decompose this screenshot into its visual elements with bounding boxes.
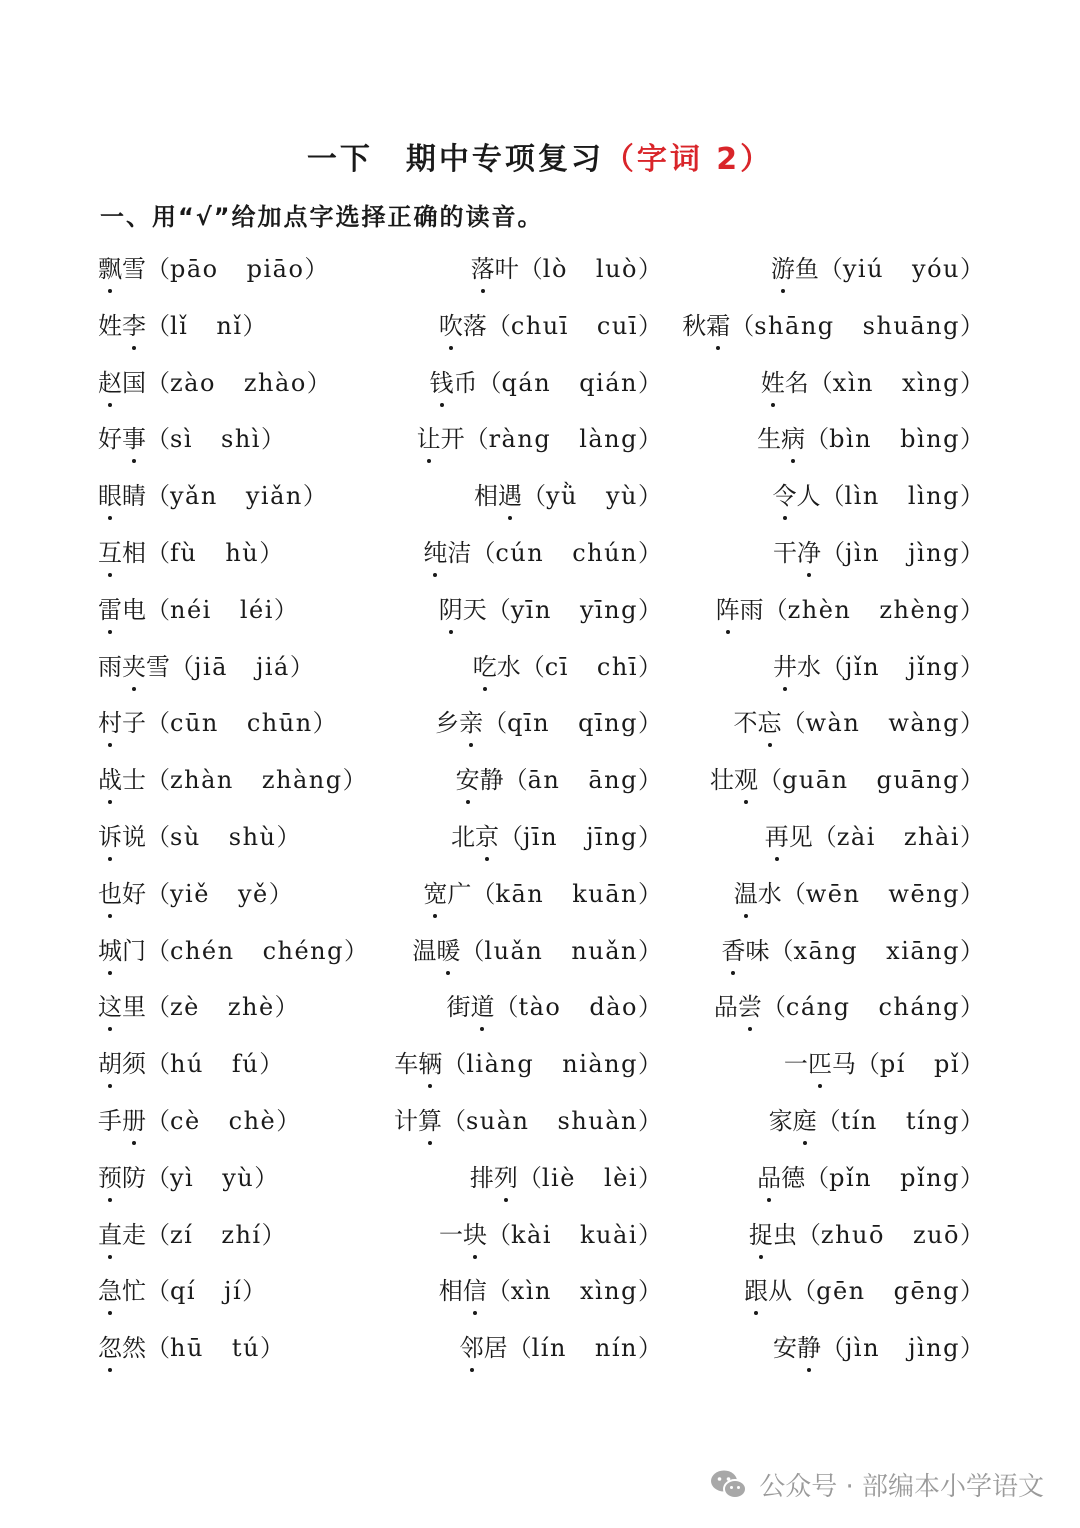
pinyin-option[interactable]: gēn bbox=[816, 1277, 866, 1306]
pinyin-option[interactable]: yǜ bbox=[545, 482, 578, 511]
word: 品尝 bbox=[714, 993, 762, 1021]
word: 令人 bbox=[773, 482, 821, 510]
word-item: 街道（tào dào） bbox=[446, 990, 662, 1024]
word: 城门 bbox=[98, 937, 146, 965]
pinyin-option[interactable]: zhèng bbox=[879, 595, 960, 624]
word: 直走 bbox=[98, 1221, 146, 1249]
word: 相遇 bbox=[474, 482, 522, 510]
pinyin-option[interactable]: jīn bbox=[522, 823, 559, 851]
pinyin-option[interactable]: cè bbox=[170, 1107, 201, 1135]
pinyin-option[interactable]: lèi bbox=[603, 1163, 638, 1192]
word-item: 城门（chén chéng） bbox=[98, 934, 368, 968]
pinyin-option[interactable]: xìng bbox=[901, 368, 960, 397]
word-item: 捉虫（zhuō zuō） bbox=[749, 1218, 984, 1252]
pinyin-option[interactable]: nuǎn bbox=[571, 936, 638, 965]
word-item: 阴天（yīn yīng） bbox=[439, 593, 662, 627]
pinyin-option[interactable]: yì bbox=[170, 1163, 195, 1192]
word: 急忙 bbox=[98, 1277, 146, 1305]
word-item: 诉说（sù shù） bbox=[98, 820, 301, 854]
word: 阴天 bbox=[439, 596, 487, 624]
pinyin-option[interactable]: luǎn bbox=[484, 936, 544, 965]
word: 落叶 bbox=[471, 255, 519, 283]
word: 诉说 bbox=[98, 823, 146, 851]
word: 生病 bbox=[757, 425, 805, 453]
pinyin-option[interactable]: kān bbox=[495, 879, 545, 908]
pinyin-option[interactable]: nǐ bbox=[216, 311, 243, 340]
pinyin-option[interactable]: yiě bbox=[170, 879, 210, 908]
pinyin-option[interactable]: qán bbox=[501, 368, 552, 397]
word: 街道 bbox=[446, 993, 494, 1021]
pinyin-option[interactable]: zài bbox=[836, 823, 876, 851]
pinyin-option[interactable]: xāng bbox=[793, 936, 859, 965]
pinyin-option[interactable]: zhè bbox=[227, 993, 275, 1022]
word: 钱币 bbox=[430, 369, 478, 397]
pinyin-option[interactable]: cáng bbox=[785, 993, 851, 1022]
word-item: 井水（jǐn jǐng） bbox=[773, 650, 984, 684]
pinyin-option[interactable]: qīng bbox=[578, 709, 638, 738]
word: 让开 bbox=[417, 425, 465, 453]
pinyin-option[interactable]: niàng bbox=[562, 1050, 638, 1079]
word-item: 跟从（gēn gēng） bbox=[744, 1274, 984, 1308]
word: 排列 bbox=[470, 1164, 518, 1192]
title-main: 一下 期中专项复习 bbox=[306, 142, 604, 177]
word: 吃水 bbox=[473, 653, 521, 681]
pinyin-option[interactable]: zè bbox=[170, 993, 200, 1022]
pinyin-option[interactable]: kuān bbox=[572, 879, 638, 908]
word-item: 预防（yì yù） bbox=[98, 1161, 278, 1195]
word-item: 这里（zè zhè） bbox=[98, 990, 299, 1024]
pinyin-option[interactable]: wēng bbox=[888, 879, 960, 908]
word: 不忘 bbox=[734, 709, 782, 737]
pinyin-option[interactable]: zhào bbox=[243, 368, 307, 397]
pinyin-option[interactable]: yīn bbox=[510, 595, 552, 624]
word-item: 纯洁（cún chún） bbox=[423, 536, 662, 570]
pinyin-option[interactable]: cūn bbox=[170, 709, 219, 738]
word-item: 再见（zài zhài） bbox=[765, 820, 984, 854]
word: 一匹马 bbox=[784, 1050, 856, 1078]
word-item: 也好（yiě yě） bbox=[98, 877, 293, 911]
footer-text: 公众号 · 部编本小学语文 bbox=[759, 1472, 1044, 1502]
word-item: 品尝（cáng cháng） bbox=[714, 990, 984, 1024]
word-item: 村子（cūn chūn） bbox=[98, 706, 337, 740]
word: 村子 bbox=[98, 709, 146, 737]
pinyin-option[interactable]: pǐng bbox=[900, 1163, 960, 1192]
pinyin-option[interactable]: yīng bbox=[579, 595, 638, 624]
word-item: 秋霜（shāng shuāng） bbox=[682, 309, 984, 343]
pinyin-option[interactable]: chéng bbox=[262, 936, 344, 965]
pinyin-option[interactable]: fù bbox=[170, 539, 198, 567]
word: 雨夹雪 bbox=[98, 653, 170, 681]
word: 也好 bbox=[98, 880, 146, 908]
pinyin-option[interactable]: wēn bbox=[805, 879, 861, 908]
pinyin-option[interactable]: néi bbox=[170, 595, 212, 624]
word-item: 赵国（zào zhào） bbox=[98, 366, 331, 400]
pinyin-option[interactable]: bìng bbox=[900, 425, 960, 454]
word-item: 吃水（cī chī） bbox=[473, 650, 662, 684]
pinyin-option[interactable]: yǎn bbox=[170, 482, 218, 511]
pinyin-option[interactable]: liè bbox=[541, 1163, 576, 1192]
word: 赵国 bbox=[98, 369, 146, 397]
word-item: 让开（ràng làng） bbox=[417, 422, 662, 456]
pinyin-option[interactable]: chī bbox=[596, 652, 638, 681]
word-item: 香味（xāng xiāng） bbox=[721, 934, 984, 968]
word: 干净 bbox=[773, 539, 821, 567]
pinyin-option[interactable]: jí bbox=[224, 1277, 243, 1306]
word-item: 宽广（kān kuān） bbox=[423, 877, 662, 911]
word-item: 落叶（lò luò） bbox=[471, 252, 662, 286]
pinyin-option[interactable]: āng bbox=[588, 766, 638, 795]
pinyin-option[interactable]: sì bbox=[170, 425, 193, 454]
word-item: 安静（jìn jìng） bbox=[773, 1331, 984, 1365]
pinyin-option[interactable]: shuāng bbox=[862, 311, 960, 340]
pinyin-option[interactable]: xìn bbox=[832, 368, 874, 397]
word: 家庭 bbox=[769, 1107, 817, 1135]
pinyin-option[interactable]: zhàng bbox=[261, 766, 343, 795]
pinyin-option[interactable]: hú bbox=[170, 1050, 204, 1079]
word: 宽广 bbox=[423, 880, 471, 908]
word: 一块 bbox=[439, 1221, 487, 1249]
pinyin-option[interactable]: chuī bbox=[510, 311, 569, 340]
word: 井水 bbox=[773, 653, 821, 681]
pinyin-option[interactable]: hù bbox=[225, 539, 260, 567]
pinyin-option[interactable]: bìn bbox=[829, 425, 873, 454]
word: 邻居 bbox=[460, 1334, 508, 1362]
pinyin-option[interactable]: fú bbox=[231, 1050, 260, 1079]
pinyin-option[interactable]: zhí bbox=[221, 1220, 262, 1249]
word: 吹落 bbox=[439, 312, 487, 340]
word: 这里 bbox=[98, 993, 146, 1021]
pinyin-option[interactable]: qí bbox=[170, 1277, 197, 1306]
word: 飘雪 bbox=[98, 255, 146, 283]
pinyin-option[interactable]: cún bbox=[495, 539, 545, 567]
word: 姓李 bbox=[98, 312, 146, 340]
pinyin-option[interactable]: piāo bbox=[246, 255, 305, 283]
pinyin-option[interactable]: jǐng bbox=[908, 652, 960, 681]
word-item: 手册（cè chè） bbox=[98, 1104, 300, 1138]
word: 秋霜 bbox=[682, 312, 730, 340]
word: 温水 bbox=[734, 880, 782, 908]
section-heading: 一、用“√”给加点字选择正确的读音。 bbox=[100, 203, 544, 231]
word-item: 相信（xìn xìng） bbox=[439, 1274, 662, 1308]
pinyin-option[interactable]: shāng bbox=[754, 311, 835, 340]
word: 北京 bbox=[451, 823, 499, 851]
word: 再见 bbox=[765, 823, 813, 851]
pinyin-option[interactable]: wàn bbox=[805, 709, 861, 738]
pinyin-option[interactable]: jǐn bbox=[844, 652, 881, 681]
footer-watermark bbox=[709, 1466, 1044, 1503]
pinyin-option[interactable]: pí bbox=[879, 1050, 906, 1079]
pinyin-option[interactable]: tíng bbox=[905, 1107, 960, 1135]
word: 胡须 bbox=[98, 1050, 146, 1078]
pinyin-option[interactable]: lìng bbox=[907, 482, 960, 511]
word-item: 乡亲（qīn qīng） bbox=[435, 706, 662, 740]
word-item: 胡须（hú fú） bbox=[98, 1047, 283, 1081]
pinyin-option[interactable]: hū bbox=[170, 1334, 204, 1363]
word-item: 不忘（wàn wàng） bbox=[734, 706, 984, 740]
word-item: 钱币（qán qián） bbox=[430, 366, 662, 400]
word: 雷电 bbox=[98, 596, 146, 624]
pinyin-option[interactable]: chūn bbox=[246, 709, 313, 738]
word: 手册 bbox=[98, 1107, 146, 1135]
pinyin-option[interactable]: yiǎn bbox=[245, 482, 303, 511]
word: 乡亲 bbox=[435, 709, 483, 737]
pinyin-option[interactable]: shuàn bbox=[557, 1107, 638, 1135]
wechat-icon bbox=[709, 1468, 749, 1502]
word-item: 排列（liè lèi） bbox=[470, 1161, 662, 1195]
pinyin-option[interactable]: cī bbox=[544, 652, 569, 681]
word-item: 互相（fù hù） bbox=[98, 536, 283, 570]
pinyin-option[interactable]: shù bbox=[228, 823, 277, 851]
pinyin-option[interactable]: xiāng bbox=[886, 936, 960, 965]
word-item: 飘雪（pāo piāo） bbox=[98, 252, 328, 286]
pinyin-option[interactable]: chè bbox=[228, 1107, 277, 1135]
word: 纯洁 bbox=[423, 539, 471, 567]
pinyin-option[interactable]: zhàn bbox=[170, 766, 234, 795]
pinyin-option[interactable]: dào bbox=[589, 993, 638, 1022]
word: 壮观 bbox=[710, 766, 758, 794]
title-highlight: （字词 2） bbox=[603, 142, 774, 177]
pinyin-option[interactable]: léi bbox=[239, 595, 274, 624]
pinyin-option[interactable]: gēng bbox=[893, 1277, 960, 1306]
word-item: 品德（pǐn pǐng） bbox=[757, 1161, 984, 1195]
word-item: 计算（suàn shuàn） bbox=[394, 1104, 662, 1138]
word: 车辆 bbox=[394, 1050, 442, 1078]
pinyin-option[interactable]: cuī bbox=[596, 311, 638, 340]
pinyin-option[interactable]: zhèn bbox=[787, 595, 852, 624]
word-item: 一块（kài kuài） bbox=[439, 1218, 662, 1252]
pinyin-option[interactable]: guān bbox=[781, 766, 849, 795]
word: 温暖 bbox=[412, 937, 460, 965]
pinyin-option[interactable]: jìng bbox=[908, 539, 960, 567]
pinyin-option[interactable]: yù bbox=[605, 482, 638, 511]
pinyin-option[interactable]: jìn bbox=[844, 539, 881, 567]
word-item: 雷电（néi léi） bbox=[98, 593, 298, 627]
word: 游鱼 bbox=[771, 255, 819, 283]
pinyin-option[interactable]: yù bbox=[222, 1163, 255, 1192]
word-item: 生病（bìn bìng） bbox=[757, 422, 984, 456]
pinyin-option[interactable]: kài bbox=[510, 1220, 553, 1249]
pinyin-option[interactable]: lìn bbox=[844, 482, 880, 511]
pinyin-option[interactable]: lín bbox=[531, 1334, 567, 1363]
pinyin-option[interactable]: zhài bbox=[903, 823, 960, 851]
pinyin-option[interactable]: yiú bbox=[842, 255, 885, 283]
pinyin-option[interactable]: pǐn bbox=[829, 1163, 873, 1192]
pinyin-option[interactable]: qián bbox=[579, 368, 638, 397]
pinyin-option[interactable]: jìn bbox=[844, 1334, 881, 1363]
pinyin-option[interactable]: jiá bbox=[255, 652, 290, 681]
pinyin-option[interactable]: zhuō bbox=[820, 1220, 885, 1249]
pinyin-option[interactable]: yóu bbox=[912, 255, 960, 283]
word-item: 温暖（luǎn nuǎn） bbox=[412, 934, 662, 968]
word: 安静 bbox=[456, 766, 504, 794]
word: 品德 bbox=[757, 1164, 805, 1192]
pinyin-option[interactable]: yě bbox=[237, 879, 269, 908]
word-item: 邻居（lín nín） bbox=[460, 1331, 662, 1365]
pinyin-option[interactable]: pāo bbox=[170, 255, 219, 283]
word-item: 相遇（yǜ yù） bbox=[474, 479, 662, 513]
word-item: 姓名（xìn xìng） bbox=[761, 366, 984, 400]
pinyin-option[interactable]: wàng bbox=[888, 709, 960, 738]
pinyin-option[interactable]: luò bbox=[595, 255, 638, 283]
word: 预防 bbox=[98, 1164, 146, 1192]
word: 眼睛 bbox=[98, 482, 146, 510]
word: 安静 bbox=[773, 1334, 821, 1362]
word: 忽然 bbox=[98, 1334, 146, 1362]
word-item: 阵雨（zhèn zhèng） bbox=[716, 593, 984, 627]
word-item: 令人（lìn lìng） bbox=[773, 479, 984, 513]
word-item: 姓李（lǐ nǐ） bbox=[98, 309, 267, 343]
word: 姓名 bbox=[761, 369, 809, 397]
pinyin-option[interactable]: lǐ bbox=[170, 311, 189, 340]
word-item: 吹落（chuī cuī） bbox=[439, 309, 662, 343]
word-item: 游鱼（yiú yóu） bbox=[771, 252, 984, 286]
word: 互相 bbox=[98, 539, 146, 567]
pinyin-option[interactable]: suàn bbox=[465, 1107, 530, 1135]
word-item: 安静（ān āng） bbox=[456, 763, 662, 797]
word: 捉虫 bbox=[749, 1221, 797, 1249]
pinyin-option[interactable]: zí bbox=[170, 1220, 194, 1249]
pinyin-option[interactable]: zuō bbox=[912, 1220, 960, 1249]
word: 跟从 bbox=[744, 1277, 792, 1305]
pinyin-option[interactable]: chún bbox=[572, 539, 638, 567]
pinyin-option[interactable]: cháng bbox=[878, 993, 960, 1022]
pinyin-option[interactable]: chén bbox=[170, 936, 235, 965]
pinyin-option[interactable]: ràng bbox=[488, 425, 552, 454]
word: 阵雨 bbox=[716, 596, 764, 624]
word-item: 壮观（guān guāng） bbox=[710, 763, 984, 797]
word-item: 直走（zí zhí） bbox=[98, 1218, 286, 1252]
pinyin-option[interactable]: shì bbox=[221, 425, 261, 454]
word-item: 温水（wēn wēng） bbox=[734, 877, 984, 911]
pinyin-option[interactable]: jīng bbox=[586, 823, 638, 851]
word: 好事 bbox=[98, 425, 146, 453]
pinyin-option[interactable]: pǐ bbox=[933, 1050, 960, 1079]
word: 香味 bbox=[721, 937, 769, 965]
word-item: 车辆（liàng niàng） bbox=[394, 1047, 662, 1081]
word-item: 忽然（hū tú） bbox=[98, 1331, 284, 1365]
word-item: 北京（jīn jīng） bbox=[451, 820, 662, 854]
pinyin-option[interactable]: lò bbox=[542, 255, 568, 283]
pinyin-option[interactable]: xìng bbox=[579, 1277, 638, 1306]
pinyin-option[interactable]: làng bbox=[579, 425, 638, 454]
word-item: 雨夹雪（jiā jiá） bbox=[98, 650, 314, 684]
pinyin-option[interactable]: xìn bbox=[510, 1277, 552, 1306]
word-item: 眼睛（yǎn yiǎn） bbox=[98, 479, 327, 513]
pinyin-option[interactable]: tào bbox=[518, 993, 562, 1022]
word-item: 家庭（tín tíng） bbox=[769, 1104, 984, 1138]
pinyin-option[interactable]: kuài bbox=[580, 1220, 638, 1249]
pinyin-option[interactable]: sù bbox=[170, 823, 201, 851]
pinyin-option[interactable]: jìng bbox=[908, 1334, 960, 1363]
word-item: 好事（sì shì） bbox=[98, 422, 285, 456]
pinyin-option[interactable]: ān bbox=[527, 766, 561, 795]
word: 相信 bbox=[439, 1277, 487, 1305]
word-item: 一匹马（pí pǐ） bbox=[784, 1047, 984, 1081]
word: 战士 bbox=[98, 766, 146, 794]
pinyin-option[interactable]: tú bbox=[231, 1334, 261, 1363]
pinyin-option[interactable]: nín bbox=[594, 1334, 638, 1363]
word-item: 战士（zhàn zhàng） bbox=[98, 763, 367, 797]
pinyin-option[interactable]: liàng bbox=[466, 1050, 535, 1079]
pinyin-option[interactable]: tín bbox=[840, 1107, 878, 1135]
pinyin-option[interactable]: guāng bbox=[876, 766, 960, 795]
pinyin-option[interactable]: qīn bbox=[507, 709, 551, 738]
word: 计算 bbox=[394, 1107, 442, 1135]
pinyin-option[interactable]: zào bbox=[170, 368, 216, 397]
word-item: 急忙（qí jí） bbox=[98, 1274, 266, 1308]
word-item: 干净（jìn jìng） bbox=[773, 536, 984, 570]
pinyin-option[interactable]: jiā bbox=[194, 652, 228, 681]
